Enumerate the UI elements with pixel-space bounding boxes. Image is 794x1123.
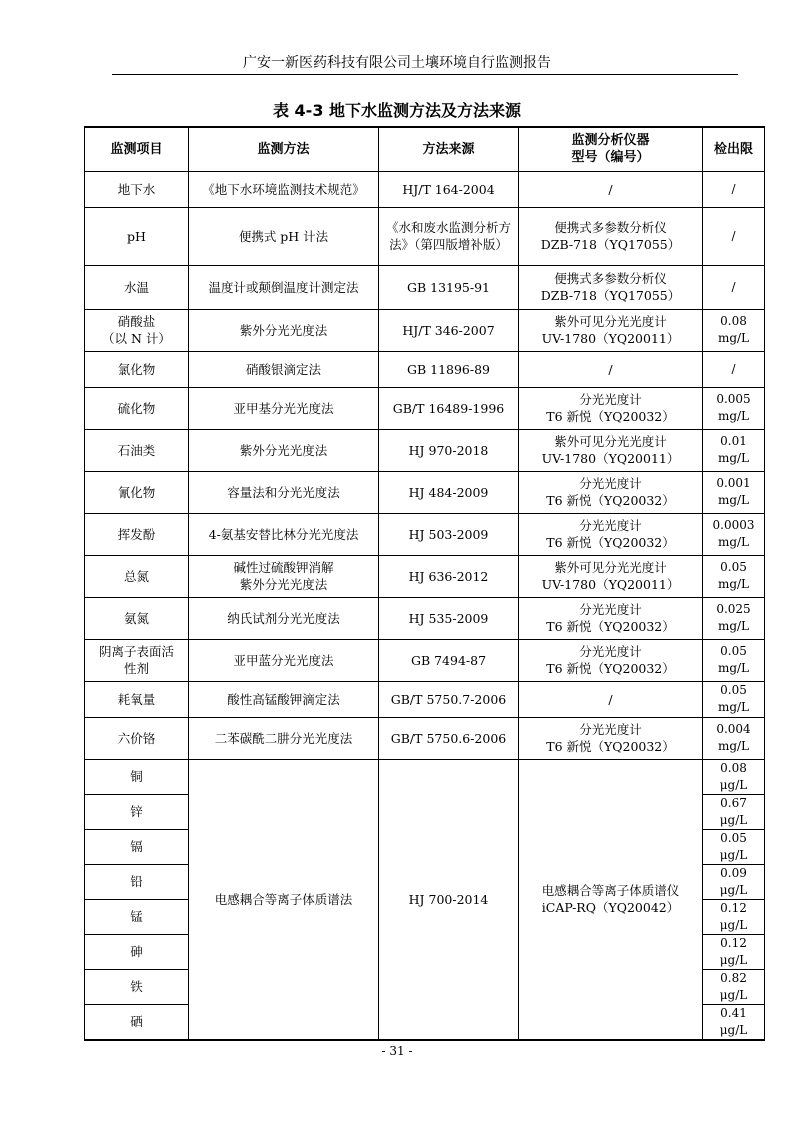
source-cell: HJ 503-2009 (379, 513, 519, 555)
table-row (85, 387, 765, 429)
method-cell: 硝酸银滴定法 (189, 351, 379, 387)
source-cell: GB/T 5750.7-2006 (379, 681, 519, 717)
limit-cell: 0.01 mg/L (703, 429, 765, 471)
monitoring-methods-table (84, 126, 765, 1041)
table-row (85, 207, 765, 265)
method-cell: 紫外分光光度法 (189, 309, 379, 351)
limit-cell: 0.0003 mg/L (703, 513, 765, 555)
method-cell: 便携式 pH 计法 (189, 207, 379, 265)
item-cell: 氰化物 (85, 471, 189, 513)
instrument-cell: 分光光度计 T6 新悦（YQ20032） (519, 471, 703, 513)
item-cell: 镉 (85, 829, 189, 864)
source-cell: HJ 636-2012 (379, 555, 519, 597)
source-cell: HJ/T 164-2004 (379, 171, 519, 207)
limit-cell: 0.08 mg/L (703, 309, 765, 351)
table-title: 表 4-3 地下水监测方法及方法来源 (272, 101, 522, 120)
table-header-row (85, 127, 765, 171)
method-cell: 亚甲蓝分光光度法 (189, 639, 379, 681)
item-cell: 石油类 (85, 429, 189, 471)
table-row (85, 681, 765, 717)
table-row (85, 597, 765, 639)
column-header: 监测分析仪器 型号（编号） (519, 127, 703, 171)
column-header: 方法来源 (379, 127, 519, 171)
item-cell: 锰 (85, 899, 189, 934)
table-row (85, 555, 765, 597)
limit-cell: 0.09 μg/L (703, 864, 765, 899)
source-cell: HJ 535-2009 (379, 597, 519, 639)
method-cell: 紫外分光光度法 (189, 429, 379, 471)
limit-cell: / (703, 171, 765, 207)
limit-cell: 0.08 μg/L (703, 759, 765, 794)
instrument-cell: 紫外可见分光光度计 UV-1780（YQ20011） (519, 429, 703, 471)
instrument-cell: 分光光度计 T6 新悦（YQ20032） (519, 639, 703, 681)
source-cell: GB/T 16489-1996 (379, 387, 519, 429)
instrument-cell: 紫外可见分光光度计 UV-1780（YQ20011） (519, 309, 703, 351)
instrument-cell: 分光光度计 T6 新悦（YQ20032） (519, 513, 703, 555)
page-number: - 31 - (381, 1044, 413, 1058)
limit-cell: 0.41 μg/L (703, 1004, 765, 1040)
item-cell: 耗氧量 (85, 681, 189, 717)
limit-cell: / (703, 207, 765, 265)
method-cell: 电感耦合等离子体质谱法 (189, 759, 379, 1040)
instrument-cell: 紫外可见分光光度计 UV-1780（YQ20011） (519, 555, 703, 597)
method-cell: 碱性过硫酸钾消解 紫外分光光度法 (189, 555, 379, 597)
item-cell: 铜 (85, 759, 189, 794)
item-cell: 锌 (85, 794, 189, 829)
table-row (85, 265, 765, 309)
limit-cell: 0.67 μg/L (703, 794, 765, 829)
item-cell: 铅 (85, 864, 189, 899)
limit-cell: 0.12 μg/L (703, 899, 765, 934)
item-cell: 铁 (85, 969, 189, 1004)
item-cell: 总氮 (85, 555, 189, 597)
instrument-cell: / (519, 171, 703, 207)
source-cell: GB 11896-89 (379, 351, 519, 387)
item-cell: 硝酸盐 （以 N 计） (85, 309, 189, 351)
item-cell: 挥发酚 (85, 513, 189, 555)
item-cell: 硒 (85, 1004, 189, 1040)
limit-cell: 0.05 mg/L (703, 555, 765, 597)
instrument-cell: / (519, 351, 703, 387)
instrument-cell: 分光光度计 T6 新悦（YQ20032） (519, 387, 703, 429)
source-cell: HJ 484-2009 (379, 471, 519, 513)
source-cell: GB 7494-87 (379, 639, 519, 681)
method-cell: 《地下水环境监测技术规范》 (189, 171, 379, 207)
source-cell: 《水和废水监测分析方法》（第四版增补版） (379, 207, 519, 265)
instrument-cell: 便携式多参数分析仪 DZB-718（YQ17055） (519, 265, 703, 309)
limit-cell: 0.025 mg/L (703, 597, 765, 639)
item-cell: 阴离子表面活 性剂 (85, 639, 189, 681)
method-cell: 纳氏试剂分光光度法 (189, 597, 379, 639)
limit-cell: 0.82 μg/L (703, 969, 765, 1004)
limit-cell: 0.05 mg/L (703, 681, 765, 717)
instrument-cell: 便携式多参数分析仪 DZB-718（YQ17055） (519, 207, 703, 265)
limit-cell: 0.05 μg/L (703, 829, 765, 864)
table-row (85, 717, 765, 759)
limit-cell: 0.004 mg/L (703, 717, 765, 759)
limit-cell: / (703, 351, 765, 387)
page-header: 广安一新医药科技有限公司土壤环境自行监测报告 (243, 55, 551, 71)
column-header: 检出限 (703, 127, 765, 171)
table-row (85, 171, 765, 207)
item-cell: 砷 (85, 934, 189, 969)
limit-cell: 0.005 mg/L (703, 387, 765, 429)
item-cell: 六价铬 (85, 717, 189, 759)
column-header: 监测方法 (189, 127, 379, 171)
item-cell: 硫化物 (85, 387, 189, 429)
table-row (85, 351, 765, 387)
source-cell: GB/T 5750.6-2006 (379, 717, 519, 759)
instrument-cell: / (519, 681, 703, 717)
limit-cell: 0.001 mg/L (703, 471, 765, 513)
item-cell: 氨氮 (85, 597, 189, 639)
method-cell: 容量法和分光光度法 (189, 471, 379, 513)
limit-cell: / (703, 265, 765, 309)
item-cell: 水温 (85, 265, 189, 309)
table-row (85, 471, 765, 513)
source-cell: HJ/T 346-2007 (379, 309, 519, 351)
table-row (85, 759, 765, 794)
column-header: 监测项目 (85, 127, 189, 171)
item-cell: 地下水 (85, 171, 189, 207)
method-cell: 温度计或颠倒温度计测定法 (189, 265, 379, 309)
method-cell: 酸性高锰酸钾滴定法 (189, 681, 379, 717)
limit-cell: 0.12 μg/L (703, 934, 765, 969)
source-cell: HJ 700-2014 (379, 759, 519, 1040)
table-row (85, 639, 765, 681)
limit-cell: 0.05 mg/L (703, 639, 765, 681)
table-row (85, 309, 765, 351)
method-cell: 亚甲基分光光度法 (189, 387, 379, 429)
item-cell: pH (85, 207, 189, 265)
instrument-cell: 电感耦合等离子体质谱仪 iCAP-RQ（YQ20042） (519, 759, 703, 1040)
table-row (85, 429, 765, 471)
header-rule (112, 74, 738, 75)
method-cell: 二苯碳酰二肼分光光度法 (189, 717, 379, 759)
source-cell: GB 13195-91 (379, 265, 519, 309)
item-cell: 氯化物 (85, 351, 189, 387)
instrument-cell: 分光光度计 T6 新悦（YQ20032） (519, 717, 703, 759)
source-cell: HJ 970-2018 (379, 429, 519, 471)
method-cell: 4-氨基安替比林分光光度法 (189, 513, 379, 555)
instrument-cell: 分光光度计 T6 新悦（YQ20032） (519, 597, 703, 639)
table-row (85, 513, 765, 555)
